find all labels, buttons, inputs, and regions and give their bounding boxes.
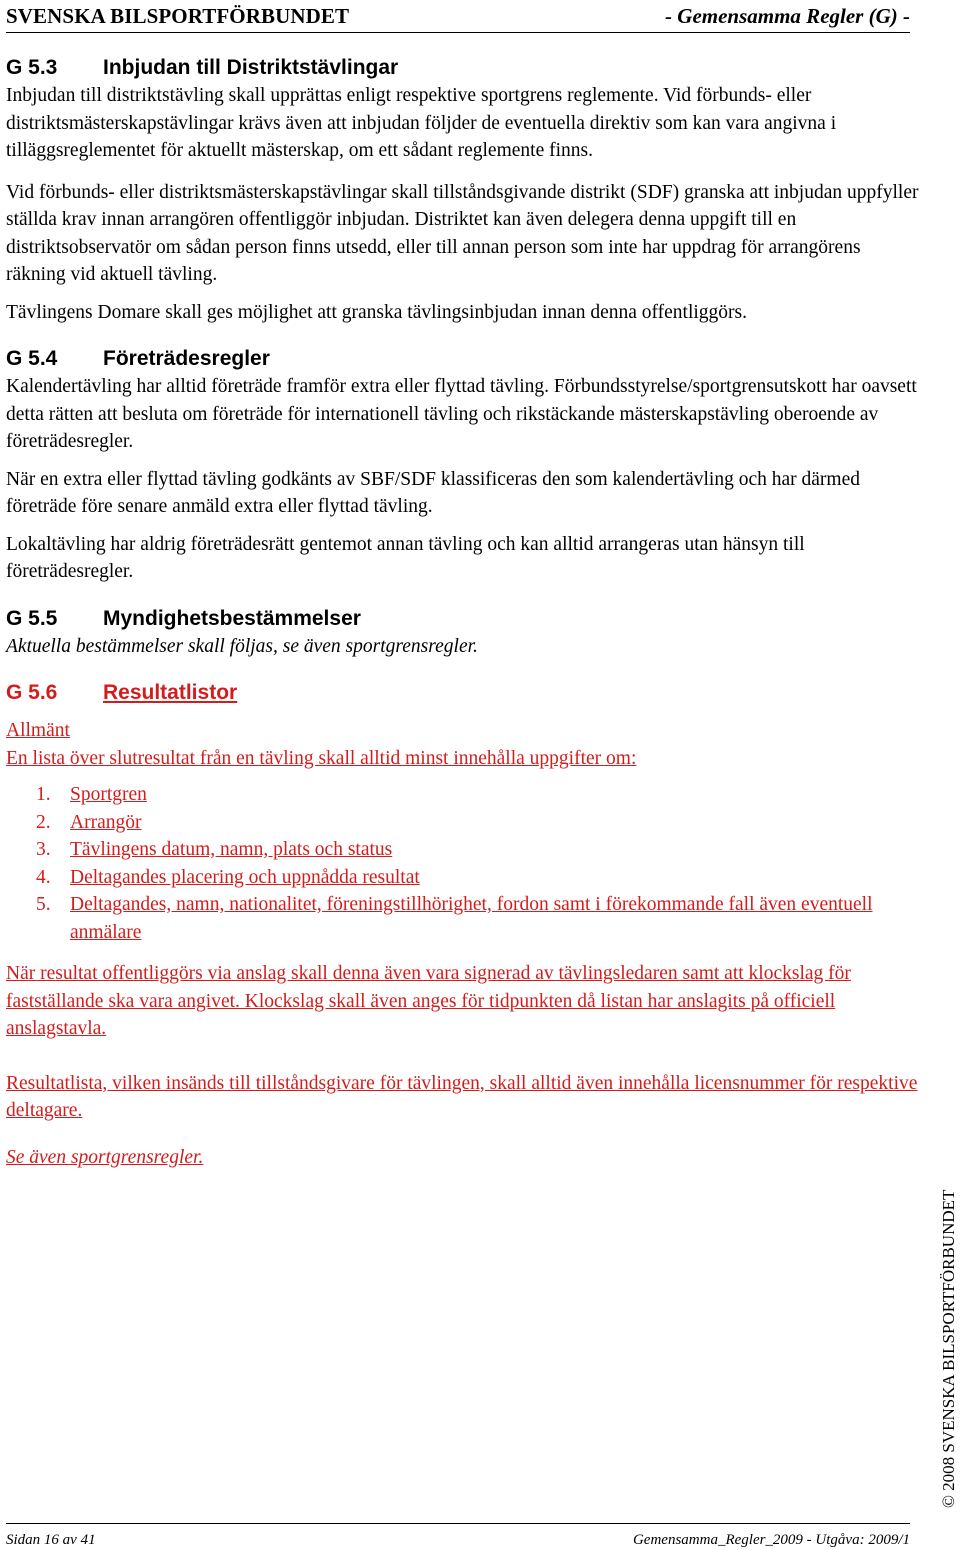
footer-page-number: Sidan 16 av 41 <box>6 1532 96 1548</box>
list-number: 2. <box>36 811 51 833</box>
section-heading <box>6 54 921 82</box>
paragraph: Tävlingens Domare skall ges möjlighet att granska tävlingsinbjudan innan denna offentliggörs. <box>6 301 748 323</box>
header-rules-title: - Gemensamma Regler (G) - <box>665 4 910 28</box>
paragraph: Lokaltävling har aldrig företrädesrätt gentemot annan tävling och kan alltid arrangeras utan hänsyn till företrädesregler. <box>6 533 805 582</box>
list-number: 1. <box>36 784 51 805</box>
list-item <box>6 781 921 809</box>
paragraph-see-also: Se även sportgrensregler. <box>6 1146 204 1168</box>
list-item <box>6 864 921 892</box>
paragraph: Kalendertävling har alltid företräde framför extra eller flyttad tävling. Förbundsstyrelse/sportgrensutskott har oavsett detta rätten att besluta om företräde för internationell tävling och rikstäckande mästerskapstävling oberoende av företrädesregler. <box>6 376 917 452</box>
section-heading <box>6 605 921 633</box>
section-number: G 5.4 <box>6 347 58 370</box>
section-title: Resultatlistor <box>103 681 238 704</box>
list-number: 5. <box>36 894 51 915</box>
copyright-text: © 2008 SVENSKA BILSPORTFÖRBUNDET <box>939 1189 958 1508</box>
paragraph: Resultatlista, vilken insänds till tillståndsgivare för tävlingen, skall alltid även innehålla licensnummer för respektive deltagare. <box>6 1072 918 1121</box>
list-intro: En lista över slutresultat från en tävling skall alltid minst innehålla uppgifter om: <box>6 747 637 769</box>
footer-document-id: Gemensamma_Regler_2009 - Utgåva: 2009/1 <box>632 1532 910 1548</box>
section-heading <box>6 345 921 373</box>
paragraph: När resultat offentliggörs via anslag skall denna även vara signerad av tävlingsledaren samt att klockslag för fastställande ska vara angivet. Klockslag skall även anges för tidpunkten då listan har anslagits på officiell anslagstavla. <box>6 963 851 1039</box>
list-text: Deltagandes, namn, nationalitet, föreningstillhörighet, fordon samt i förekommande fall även eventuell anmälare <box>70 894 873 943</box>
section-g-5-5 <box>6 605 921 661</box>
section-number: G 5.6 <box>6 681 58 704</box>
list-text: Sportgren <box>70 784 147 805</box>
section-title: Myndighetsbestämmelser <box>103 606 361 630</box>
section-g-5-6 <box>6 679 921 1171</box>
list-number: 4. <box>36 866 51 888</box>
section-g-5-4 <box>6 345 921 586</box>
page-header <box>6 4 910 33</box>
list-number: 3. <box>36 839 51 860</box>
header-org: SVENSKA BILSPORTFÖRBUNDET <box>6 4 350 28</box>
paragraph: När en extra eller flyttad tävling godkänts av SBF/SDF klassificeras den som kalendertävling och har därmed företräde före senare anmäld extra eller flyttad tävling. <box>6 468 860 517</box>
subheading-allmant: Allmänt <box>6 720 70 741</box>
page-footer <box>6 1523 910 1548</box>
list-text: Tävlingens datum, namn, plats och status <box>70 839 393 860</box>
list-item <box>6 891 921 946</box>
section-title: Inbjudan till Distriktstävlingar <box>103 56 399 79</box>
section-heading <box>6 679 921 707</box>
list-text: Deltagandes placering och uppnådda resultat <box>70 866 420 888</box>
paragraph: Vid förbunds- eller distriktsmästerskapstävlingar skall tillståndsgivande distrikt (SDF) granska att inbjudan uppfyller ställda krav innan arrangören offentliggör inbjudan. Distriktet kan även delegera denna uppgift till en distriktsobservatör om sådan person finns utsedd, eller till annan person som inte har uppdrag för arrangörens räkning vid aktuell tävling. <box>6 181 919 285</box>
section-title: Företrädesregler <box>103 347 270 370</box>
list-item <box>6 809 921 837</box>
section-g-5-3 <box>6 54 921 326</box>
paragraph: Aktuella bestämmelser skall följas, se även sportgrensregler. <box>6 635 478 657</box>
document-body <box>6 54 921 1171</box>
paragraph: Inbjudan till distriktstävling skall upprättas enligt respektive sportgrens reglemente. Vid förbunds- eller distriktsmästerskapstävlingar krävs även att inbjudan följder de eventuella direktiv som kan vara angivna i tilläggsreglementet för aktuellt mästerskap, om ett sådant reglemente finns. <box>6 85 837 161</box>
section-number: G 5.5 <box>6 606 58 630</box>
list-text: Arrangör <box>70 811 142 833</box>
list-item <box>6 836 921 864</box>
section-number: G 5.3 <box>6 56 58 79</box>
results-requirements-list <box>6 781 921 946</box>
side-copyright <box>938 1189 960 1508</box>
